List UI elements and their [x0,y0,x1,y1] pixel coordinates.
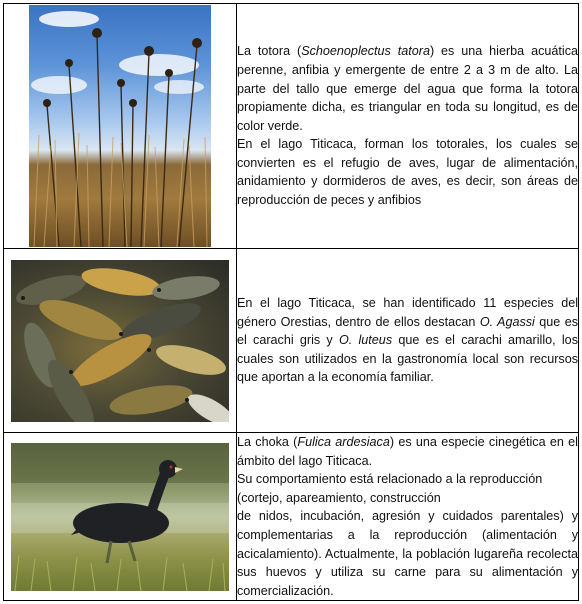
orestias-paragraph: En el lago Titicaca, se han identificado 11 especies del género Orestias, dentro de ellos destacan O. Agassi que es el carachi gris y O. luteus que es el carachi amarillo, los cuales son utilizados en la gastronomía local son recursos que aportan a la economía familiar. [237,296,578,385]
totora-photo [29,5,211,247]
species-table [3,3,579,601]
description-cell [237,433,579,601]
totora-paragraph-2: En el lago Titicaca, forman los totorales, los cuales se convierten es el refugio de aves, lugar de alimentación, anidamiento y dormideros de aves, es decir, son áreas de reproducción de peces y anfibios [237,137,578,208]
table-row-choka [4,433,579,601]
description-cell [237,249,579,433]
choka-photo [11,443,229,591]
table-row-orestias [4,249,579,433]
scientific-name: Fulica ardesiaca [297,435,390,449]
scientific-name: Schoenoplectus tatora [301,44,430,59]
choka-paragraph-1: La choka (Fulica ardesiaca) es una especie cinegética en el ámbito del lago Titicaca. [237,435,578,468]
fish-photo [11,260,229,422]
scientific-name: O. Agassi [479,314,535,329]
description-cell [237,4,579,249]
totora-paragraph-1: La totora (Schoenoplectus tatora) es una hierba acuática perenne, anfibia y emergente de entre 2 a 3 m de alto. La parte del tallo que emerge del agua que forma la totora propiamente dicha, es triangular en toda su longitud, es de color verde. [237,44,578,133]
table-row-totora [4,4,579,249]
image-cell [4,4,237,249]
image-cell [4,249,237,433]
image-cell [4,433,237,601]
choka-paragraph-2: Su comportamiento está relacionado a la reproducción (cortejo, apareamiento, construcción [237,472,543,505]
scientific-name: O. luteus [338,333,393,348]
choka-paragraph-3: de nidos, incubación, agresión y cuidados parentales) y complementarias a la reproducción (alimentación y acicalamiento). Actualmente, la población lugareña recolecta sus huevos y utiliza su carne para su alimentación y comercialización. [237,509,578,598]
